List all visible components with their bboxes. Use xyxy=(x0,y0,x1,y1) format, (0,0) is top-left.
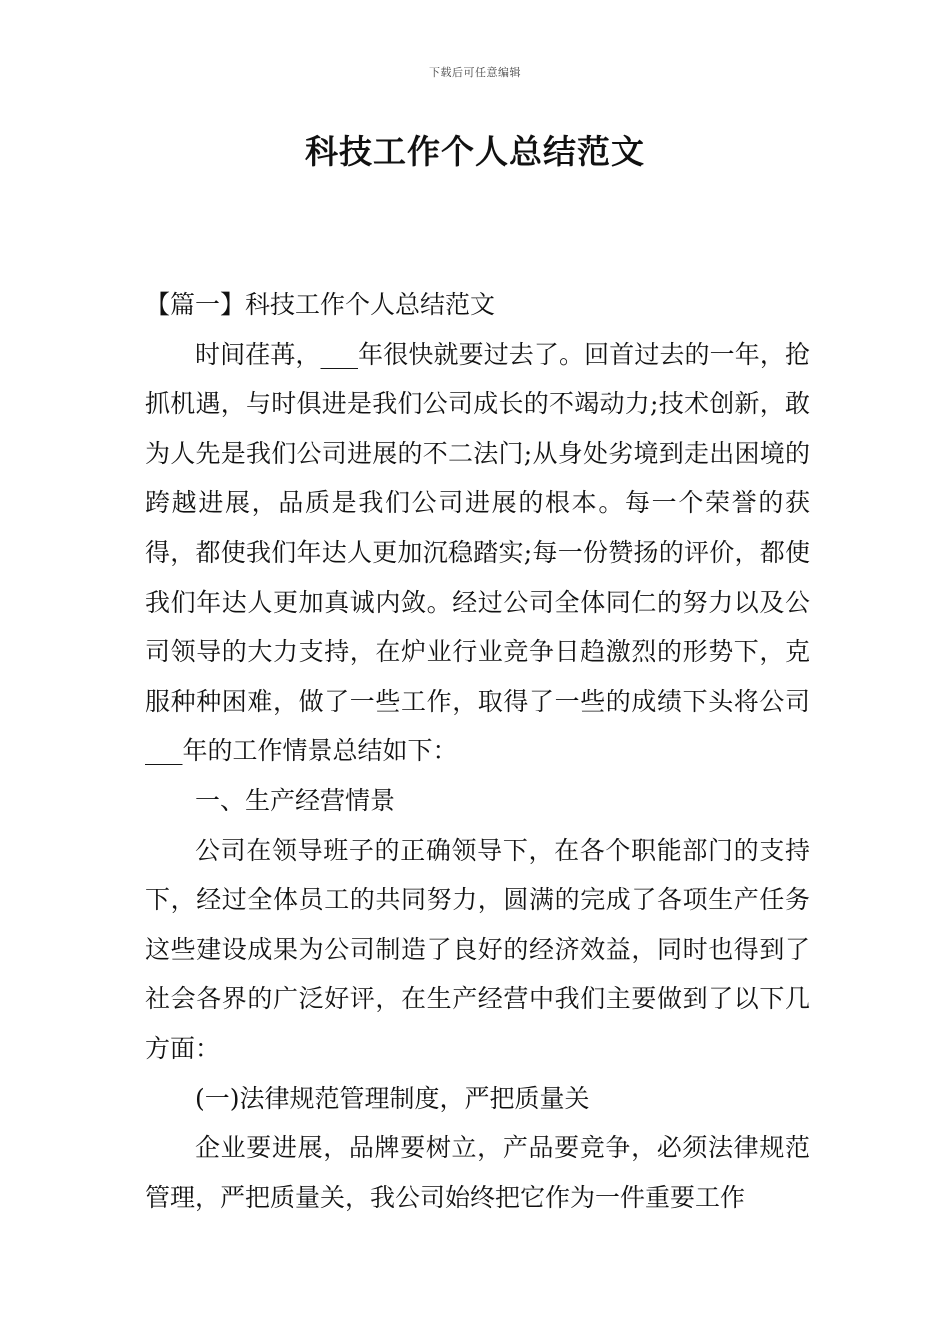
subheading-production: 一、生产经营情景 xyxy=(195,785,396,815)
section-heading: 【篇一】科技工作个人总结范文 xyxy=(145,290,496,319)
quality-paragraph: 企业要进展，品牌要树立，产品要竞争，必须法律规范管理，严把质量关，我公司始终把它作为一件重要工作 xyxy=(145,1133,810,1212)
subheading-quality: (一)法律规范管理制度，严把质量关 xyxy=(195,1083,590,1113)
document-body xyxy=(145,280,810,1222)
production-paragraph: 公司在领导班子的正确领导下，在各个职能部门的支持下，经过全体员工的共同努力，圆满的完成了各项生产任务这些建设成果为公司制造了良好的经济效益，同时也得到了社会各界的广泛好评，在生产经营中我们主要做到了以下几方面： xyxy=(145,835,810,1063)
document-title: 科技工作个人总结范文 xyxy=(305,132,645,171)
intro-paragraph: 时间荏苒，___年很快就要过去了。回首过去的一年，抢抓机遇，与时俱进是我们公司成长的不竭动力;技术创新，敢为人先是我们公司进展的不二法门;从身处劣境到走出困境的跨越进展，品质是我们公司进展的根本。每一个荣誉的获得，都使我们年达人更加沉稳踏实;每一份赞扬的评价，都使我们年达人更加真诚内敛。经过公司全体同仁的努力以及公司领导的大力支持，在炉业行业竞争日趋激烈的形势下，克服种种困难，做了一些工作，取得了一些的成绩下头将公司___年的工作情景总结如下： xyxy=(145,339,810,766)
header-note: 下载后可任意编辑 xyxy=(429,66,521,79)
